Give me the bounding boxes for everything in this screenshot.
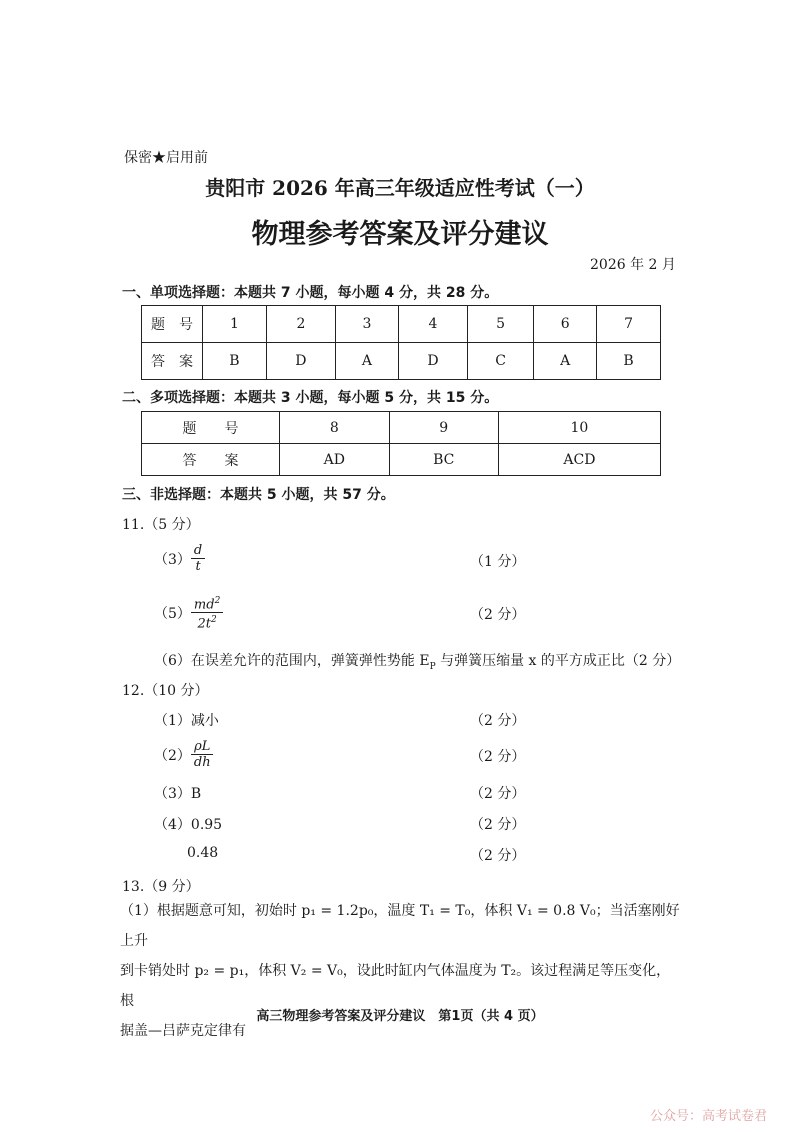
- q13-title: 13.（9 分）: [122, 879, 200, 895]
- part-label: （3）: [154, 551, 191, 568]
- question-number: 7: [597, 306, 661, 343]
- answer-cell: AD: [280, 444, 390, 476]
- q13-line: 据盖—吕萨克定律有: [120, 1023, 246, 1039]
- answer-cell: B: [203, 343, 267, 380]
- fraction: [191, 739, 214, 770]
- table-row: [142, 412, 661, 444]
- section1-heading: 一、单项选择题：本题共 7 小题，每小题 4 分，共 28 分。: [122, 285, 499, 301]
- table-row: [142, 306, 661, 343]
- question-number: 8: [280, 412, 390, 444]
- question-number: 2: [266, 306, 335, 343]
- answer-cell: B: [597, 343, 661, 380]
- q11-part3-score: （1 分）: [470, 554, 526, 570]
- answer-cell: D: [398, 343, 467, 380]
- page-footer: 高三物理参考答案及评分建议 第1页（共 4 页）: [256, 1009, 544, 1024]
- q13-line: 到卡销处时 p₂ = p₁，体积 V₂ = V₀，设此时缸内气体温度为 T₂。该过程满足等压变化，根: [120, 963, 671, 1009]
- row-label: 题 号: [142, 306, 203, 343]
- part-label: （2）: [154, 747, 191, 764]
- fraction: [191, 594, 223, 632]
- answer-cell: A: [534, 343, 597, 380]
- denominator: dh: [193, 755, 211, 770]
- section3-heading: 三、非选择题：本题共 5 小题，共 57 分。: [122, 487, 395, 503]
- q11-part5-score: （2 分）: [470, 607, 526, 623]
- numerator: d: [191, 543, 205, 559]
- answer-cell: ACD: [498, 444, 660, 476]
- q13-line: （1）根据题意可知，初始时 p₁ = 1.2p₀，温度 T₁ = T₀，体积 V₁ = 0.8 V₀；当活塞刚好上升: [120, 903, 680, 949]
- q11-part6: （6）在误差允许的范围内，弹簧弹性势能 $E_P$ 与弹簧压缩量 x 的平方成正比（2 分）: [154, 653, 681, 672]
- numerator: ρL: [191, 739, 213, 755]
- question-number: 5: [468, 306, 534, 343]
- row-label: 题 号: [142, 412, 280, 444]
- question-number: 6: [534, 306, 597, 343]
- answer-cell: A: [335, 343, 398, 380]
- q12-part4-answer2-score: （2 分）: [470, 848, 526, 864]
- q12-part4: （4）0.95: [154, 817, 223, 833]
- table-row: [142, 343, 661, 380]
- row-label: 答 案: [142, 444, 280, 476]
- watermark: 公众号：高考试卷君: [650, 1109, 768, 1124]
- row-label: 答 案: [142, 343, 203, 380]
- q12-part4-answer2: 0.48: [187, 845, 219, 861]
- numerator: $md^2$: [191, 594, 223, 613]
- question-number: 10: [498, 412, 660, 444]
- q12-part3: （3）B: [154, 786, 202, 802]
- q12-part1-score: （2 分）: [470, 713, 526, 729]
- q12-part4-score: （2 分）: [470, 817, 526, 833]
- q12-title: 12.（10 分）: [122, 683, 209, 699]
- question-number: 3: [335, 306, 398, 343]
- document-title: 物理参考答案及评分建议: [251, 219, 549, 250]
- q11-part3: [154, 543, 205, 574]
- table-row: [142, 444, 661, 476]
- part-label: （5）: [154, 605, 191, 622]
- fraction: [191, 543, 205, 574]
- exam-title: 贵阳市 2026 年高三年级适应性考试（一）: [205, 176, 595, 200]
- question-number: 1: [203, 306, 267, 343]
- denominator: t: [195, 559, 201, 574]
- section2-answer-table: [141, 411, 661, 476]
- answer-cell: BC: [389, 444, 498, 476]
- q12-part2-score: （2 分）: [470, 749, 526, 765]
- q12-part2: [154, 739, 214, 770]
- q12-part1: （1）减小: [154, 713, 219, 729]
- document-date: 2026 年 2 月: [590, 257, 676, 273]
- section1-answer-table: [141, 305, 661, 380]
- question-number: 4: [398, 306, 467, 343]
- question-number: 9: [389, 412, 498, 444]
- q11-part5: [154, 594, 223, 632]
- denominator: $2t^2$: [197, 615, 217, 632]
- q12-part3-score: （2 分）: [470, 786, 526, 802]
- confidential-label: 保密★启用前: [124, 150, 208, 166]
- q11-title: 11.（5 分）: [122, 517, 200, 533]
- section2-heading: 二、多项选择题：本题共 3 小题，每小题 5 分，共 15 分。: [122, 390, 499, 406]
- answer-cell: C: [468, 343, 534, 380]
- answer-cell: D: [266, 343, 335, 380]
